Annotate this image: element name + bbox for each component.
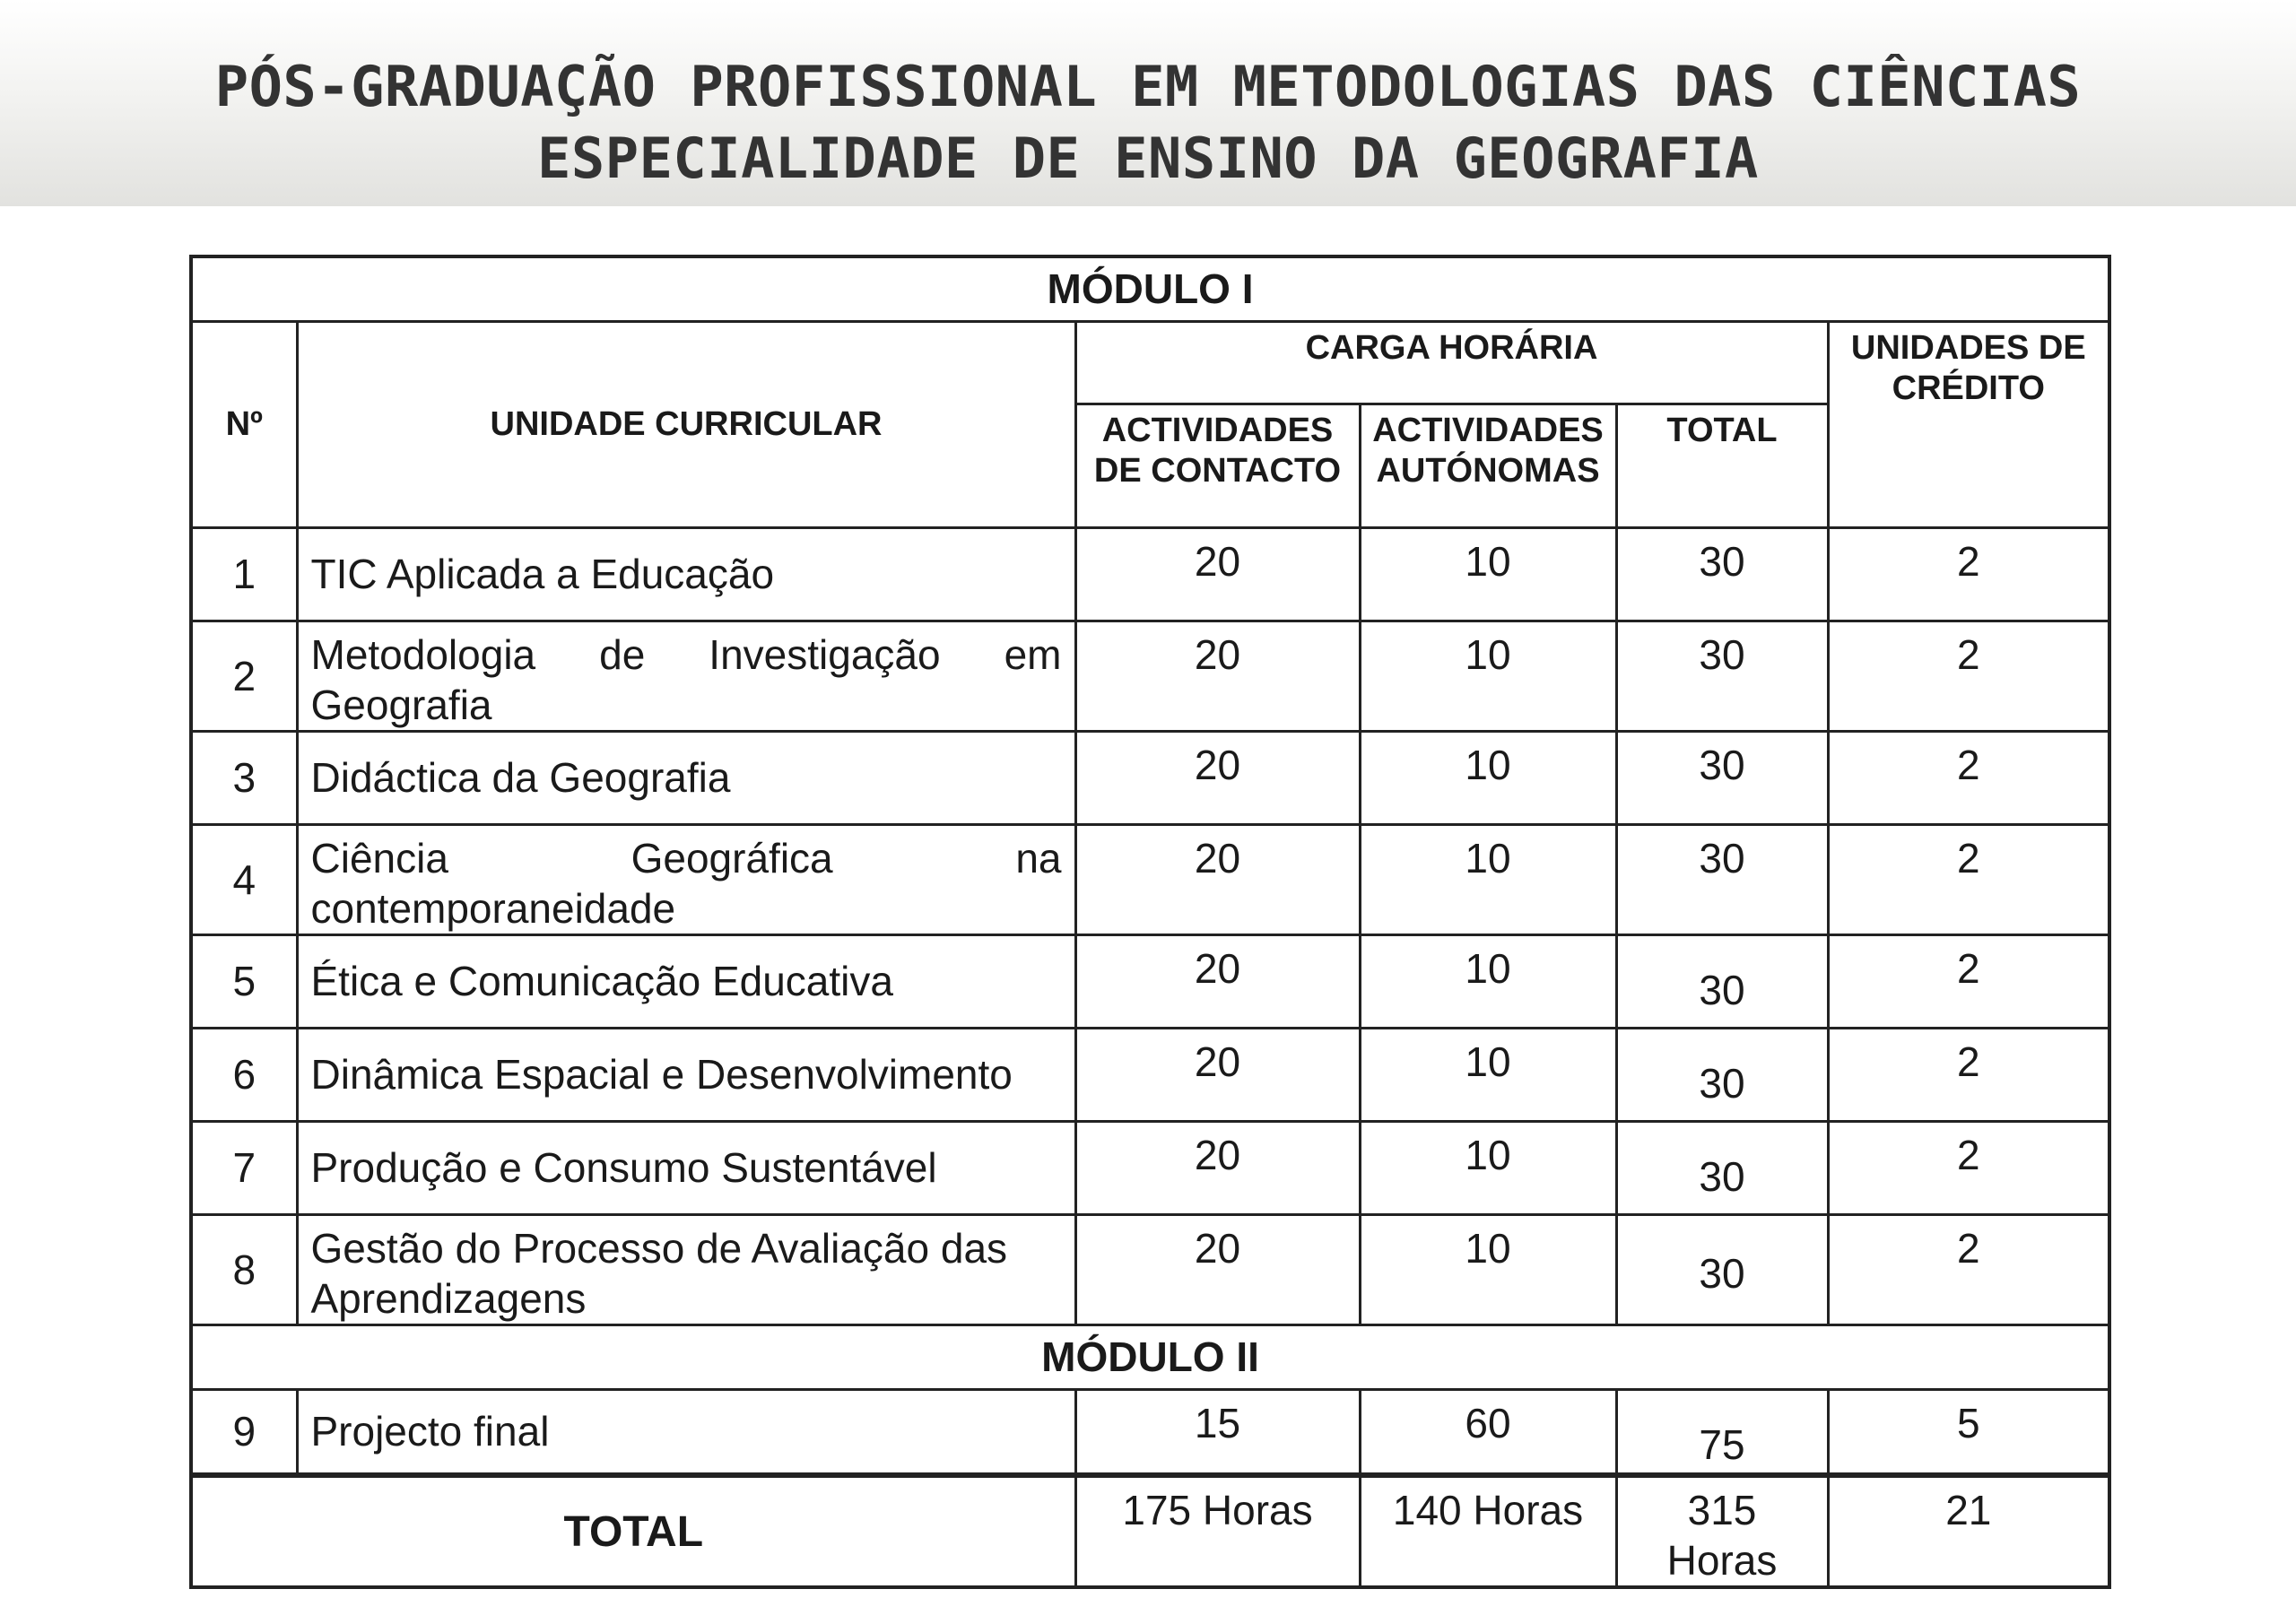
unit-name: TIC Aplicada a Educação [297,527,1075,621]
autonomous-hours: 10 [1360,824,1616,934]
col-header-credits-line-2: CRÉDITO [1892,369,2045,407]
col-header-unit: UNIDADE CURRICULAR [297,321,1075,527]
row-number: 3 [191,731,297,824]
table-row [191,824,2109,934]
col-header-workload: CARGA HORÁRIA [1075,321,1828,404]
contact-hours: 20 [1075,1214,1360,1324]
contact-hours: 15 [1075,1389,1360,1475]
total-hours: 30 [1616,1121,1828,1214]
contact-hours: 20 [1075,527,1360,621]
totals-total-hours-line-1: 315 [1687,1487,1757,1533]
table-row [191,1121,2109,1214]
title-line-1: PÓS-GRADUAÇÃO PROFISSIONAL EM METODOLOGIAS DAS CIÊNCIAS [214,54,2082,119]
table-row [191,527,2109,621]
totals-total-hours [1616,1475,1828,1587]
contact-hours: 20 [1075,934,1360,1028]
contact-hours: 20 [1075,1028,1360,1121]
unit-name: Didáctica da Geografia [297,731,1075,824]
unit-name: Projecto final [297,1389,1075,1475]
unit-name: Dinâmica Espacial e Desenvolvimento [297,1028,1075,1121]
col-header-autonomous [1360,404,1616,527]
header-row-1 [191,321,2109,404]
totals-contact-hours: 175 Horas [1075,1475,1360,1587]
module-1-title: MÓDULO I [191,256,2109,321]
total-hours: 30 [1616,621,1828,731]
contact-hours: 20 [1075,824,1360,934]
col-header-num: Nº [191,321,297,527]
unit-name: Ética e Comunicação Educativa [297,934,1075,1028]
title-line-2: ESPECIALIDADE DE ENSINO DA GEOGRAFIA [537,126,1759,191]
credit-units: 2 [1828,824,2109,934]
credit-units: 2 [1828,731,2109,824]
total-hours: 30 [1616,1214,1828,1324]
row-number: 4 [191,824,297,934]
col-header-total: TOTAL [1616,404,1828,527]
credit-units: 2 [1828,934,2109,1028]
credit-units: 5 [1828,1389,2109,1475]
col-header-contact [1075,404,1360,527]
table-row [191,1214,2109,1324]
curriculum-table [189,255,2111,1589]
autonomous-hours: 10 [1360,731,1616,824]
table-row [191,621,2109,731]
row-number: 1 [191,527,297,621]
module-1-row [191,256,2109,321]
autonomous-hours: 10 [1360,1214,1616,1324]
col-header-contact-line-2: DE CONTACTO [1093,451,1342,490]
table-row [191,934,2109,1028]
autonomous-hours: 10 [1360,527,1616,621]
col-header-autonomous-line-1: ACTIVIDADES [1372,411,1604,449]
row-number: 6 [191,1028,297,1121]
totals-credit-units: 21 [1828,1475,2109,1587]
unit-name: Metodologia de Investigação em Geografia [297,621,1075,731]
col-header-credits-line-1: UNIDADES DE [1850,328,2086,367]
row-number: 9 [191,1389,297,1475]
table-row [191,1389,2109,1475]
autonomous-hours: 10 [1360,1028,1616,1121]
totals-label: TOTAL [191,1475,1075,1587]
total-hours: 30 [1616,527,1828,621]
unit-name: Ciência Geográfica na contemporaneidade [297,824,1075,934]
total-hours: 30 [1616,824,1828,934]
autonomous-hours: 60 [1360,1389,1616,1475]
credit-units: 2 [1828,1121,2109,1214]
col-header-contact-line-1: ACTIVIDADES [1101,411,1334,449]
module-2-title: MÓDULO II [191,1324,2109,1389]
totals-row [191,1475,2109,1587]
total-hours: 30 [1616,1028,1828,1121]
autonomous-hours: 10 [1360,1121,1616,1214]
total-hours: 75 [1616,1389,1828,1475]
total-hours: 30 [1616,731,1828,824]
table-row [191,1028,2109,1121]
credit-units: 2 [1828,621,2109,731]
credit-units: 2 [1828,1028,2109,1121]
credit-units: 2 [1828,1214,2109,1324]
contact-hours: 20 [1075,621,1360,731]
col-header-credits [1828,321,2109,527]
autonomous-hours: 10 [1360,934,1616,1028]
col-header-autonomous-line-2: AUTÓNOMAS [1376,451,1600,490]
autonomous-hours: 10 [1360,621,1616,731]
contact-hours: 20 [1075,1121,1360,1214]
unit-name: Gestão do Processo de Avaliação das Aprendizagens [297,1214,1075,1324]
contact-hours: 20 [1075,731,1360,824]
title-banner [0,0,2296,206]
row-number: 2 [191,621,297,731]
credit-units: 2 [1828,527,2109,621]
table-row [191,731,2109,824]
module-2-row [191,1324,2109,1389]
unit-name: Produção e Consumo Sustentável [297,1121,1075,1214]
row-number: 8 [191,1214,297,1324]
total-hours: 30 [1616,934,1828,1028]
row-number: 7 [191,1121,297,1214]
totals-total-hours-line-2: Horas [1666,1537,1778,1584]
row-number: 5 [191,934,297,1028]
totals-autonomous-hours: 140 Horas [1360,1475,1616,1587]
